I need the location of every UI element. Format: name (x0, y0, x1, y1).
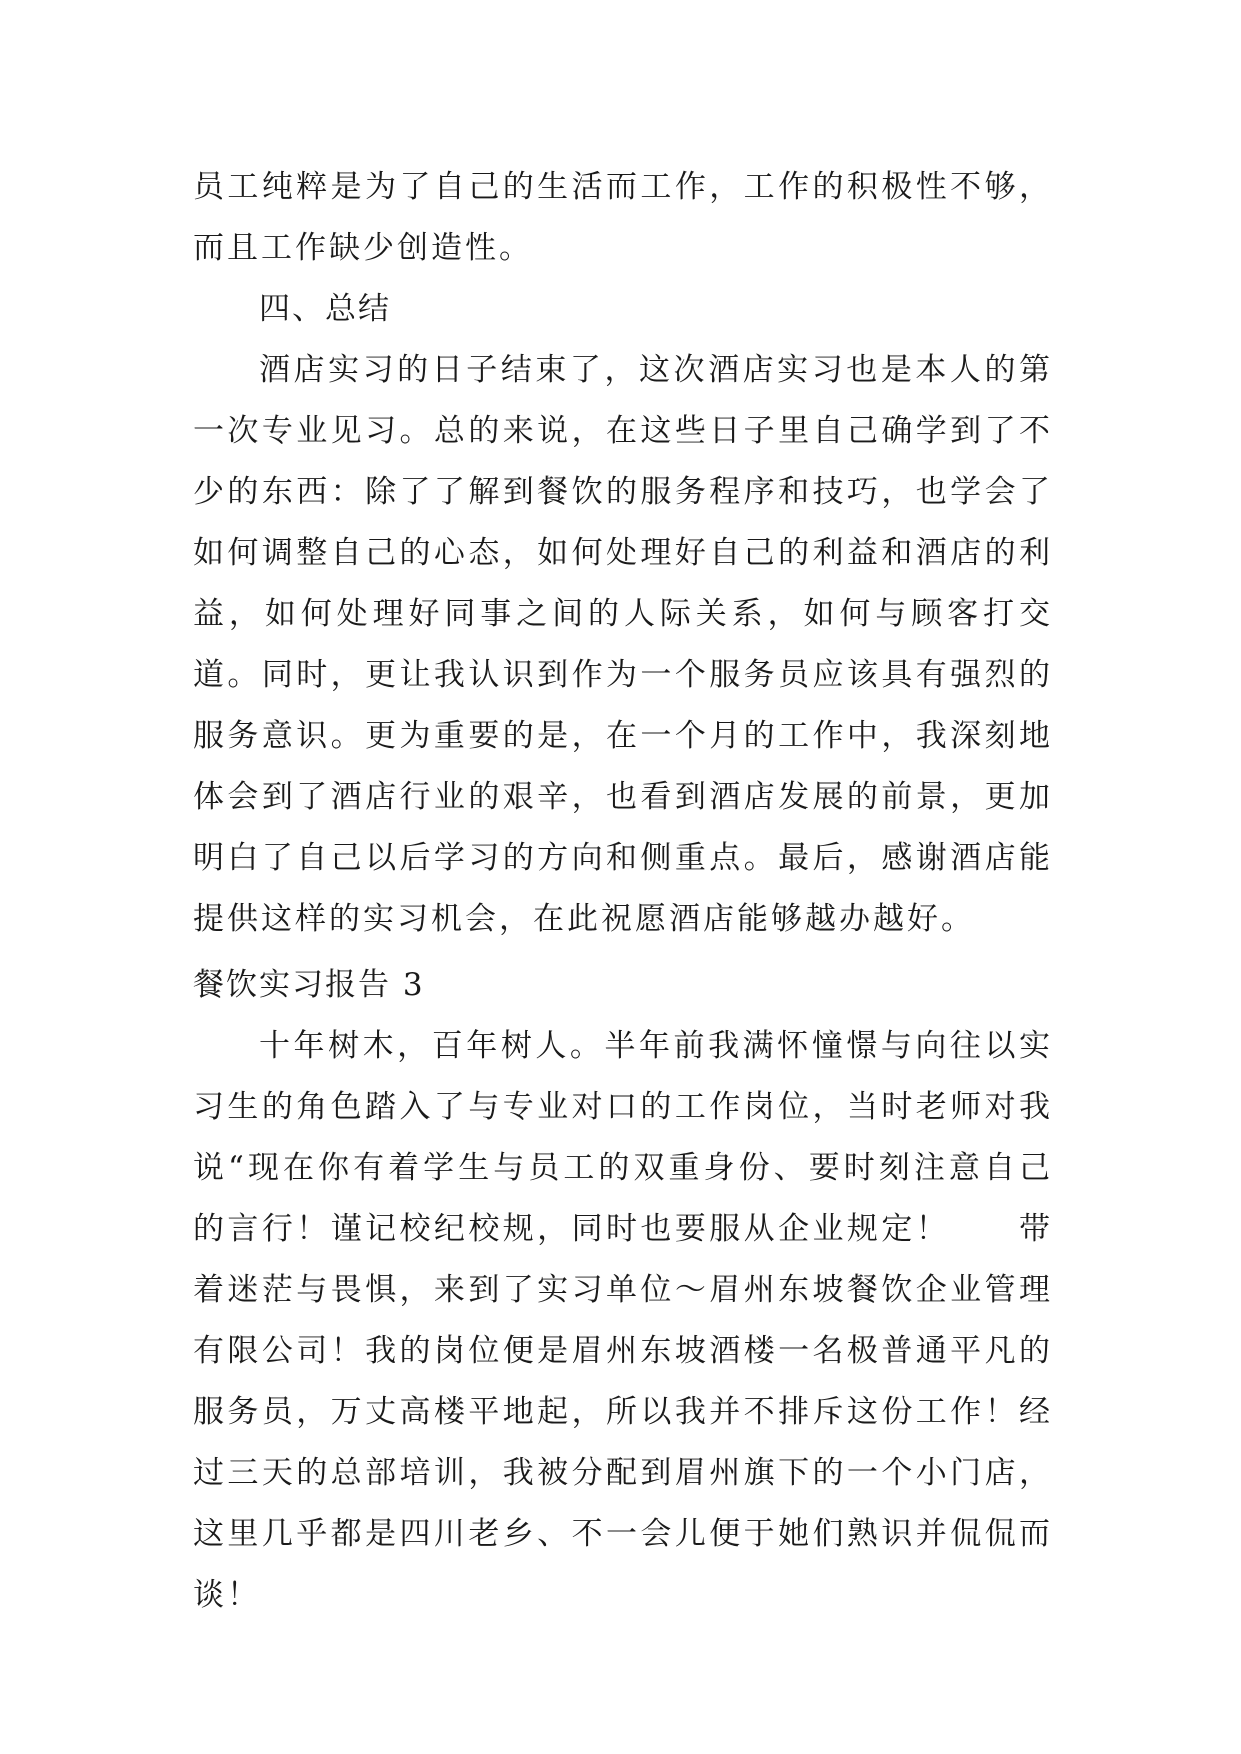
summary-paragraph: 酒店实习的日子结束了，这次酒店实习也是本人的第一次专业见习。总的来说，在这些日子里自己确学到了不少的东西：除了了解到餐饮的服务程序和技巧，也学会了如何调整自己的心态，如何处理好自己的利益和酒店的利益，如何处理好同事之间的人际关系，如何与顾客打交道。同时，更让我认识到作为一个服务员应该具有强烈的服务意识。更为重要的是，在一个月的工作中，我深刻地体会到了酒店行业的艰辛，也看到酒店发展的前景，更加明白了自己以后学习的方向和侧重点。最后，感谢酒店能提供这样的实习机会，在此祝愿酒店能够越办越好。 (193, 352, 1053, 937)
text-block-lower (193, 955, 1053, 1626)
report-paragraph: 十年树木，百年树人。半年前我满怀憧憬与向往以实习生的角色踏入了与专业对口的工作岗位，当时老师对我说“现在你有着学生与员工的双重身份、要时刻注意自己的言行！谨记校纪校规，同时也要服从企业规定！ 带着迷茫与畏惧，来到了实习单位～眉州东坡餐饮企业管理有限公司！我的岗位便是眉州东坡酒楼一名极普通平凡的服务员，万丈高楼平地起，所以我并不排斥这份工作！经过三天的总部培训，我被分配到眉州旗下的一个小门店，这里几乎都是四川老乡、不一会儿便于她们熟识并侃侃而谈！ (193, 1028, 1053, 1613)
continued-paragraph: 员工纯粹是为了自己的生活而工作，工作的积极性不够，而且工作缺少创造性。 (193, 169, 1053, 266)
report-title: 餐饮实习报告 3 (193, 967, 425, 1003)
section-heading-summary: 四、总结 (259, 291, 391, 327)
text-block-upper (193, 157, 1053, 950)
